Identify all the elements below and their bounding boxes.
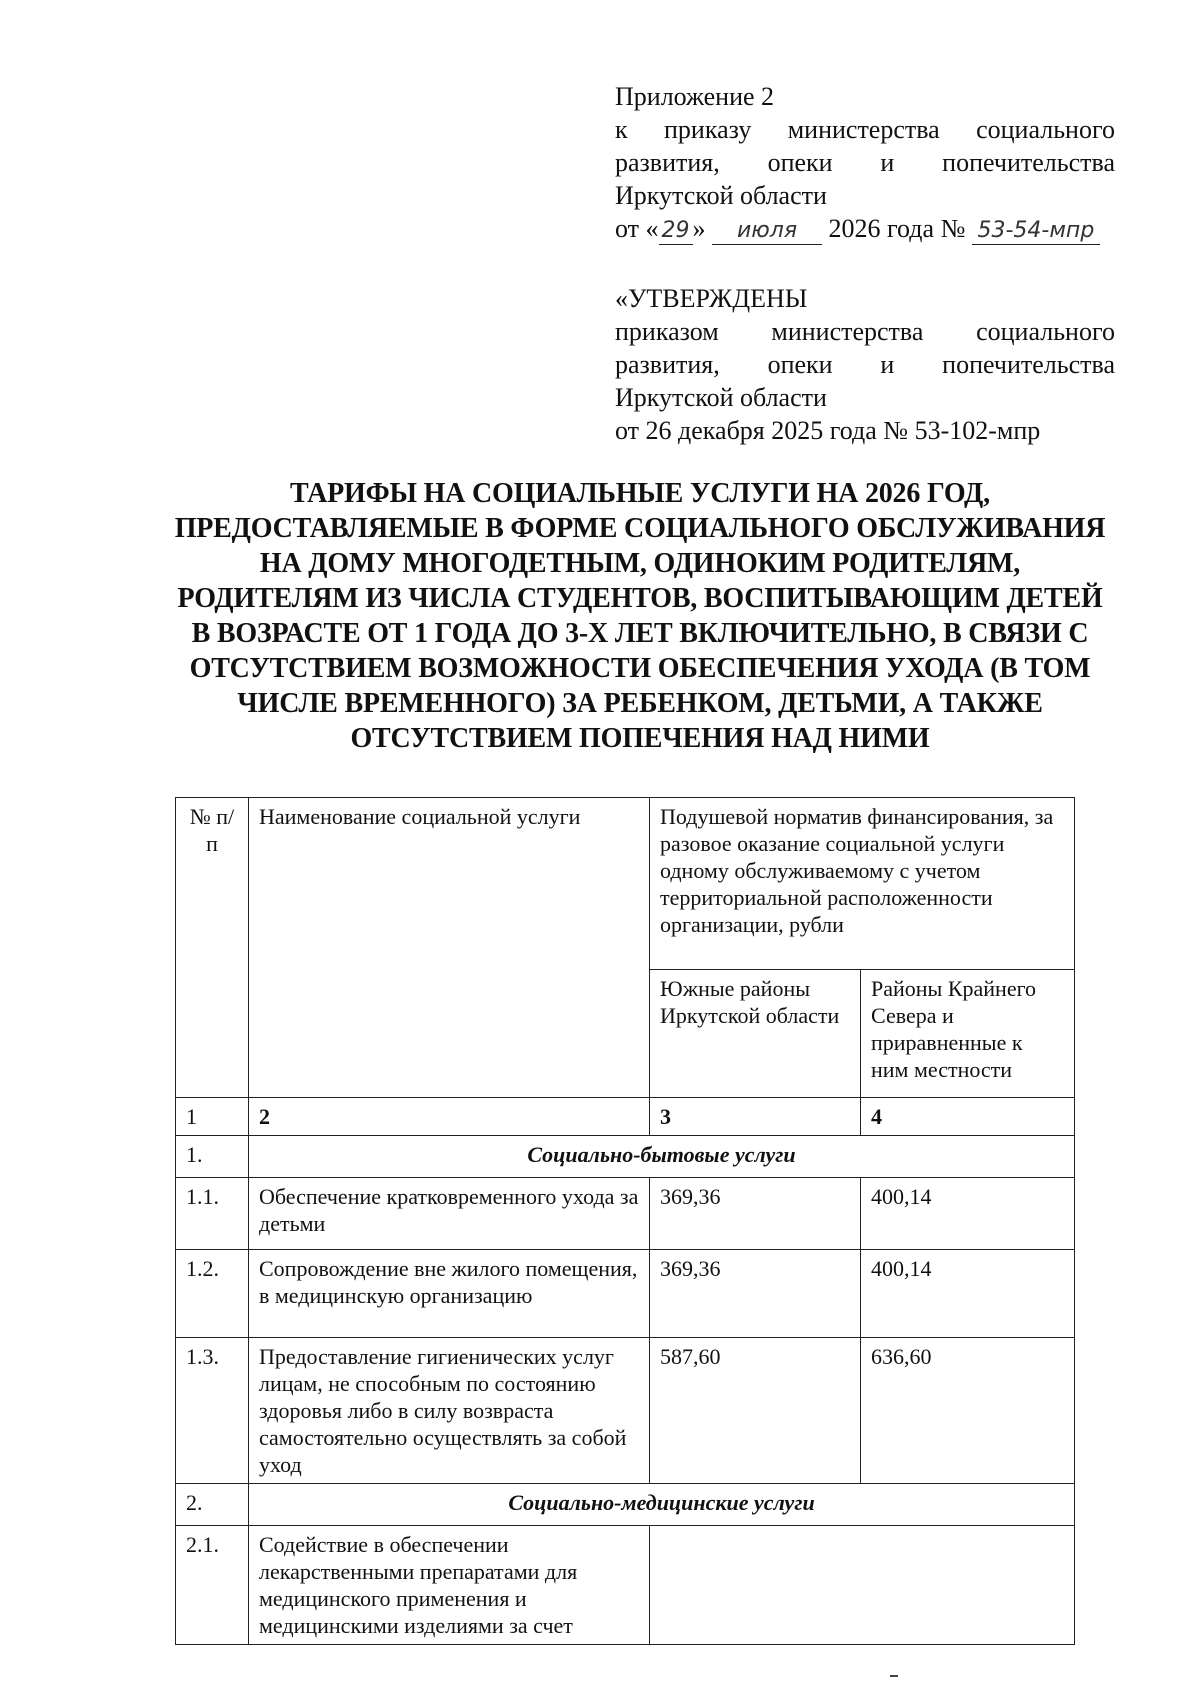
appendix-line-1: к приказу министерства социального <box>615 115 1115 144</box>
date-prefix: от « <box>615 214 659 243</box>
document-title: ТАРИФЫ НА СОЦИАЛЬНЫЕ УСЛУГИ НА 2026 ГОД, ПРЕДОСТАВЛЯЕМЫЕ В ФОРМЕ СОЦИАЛЬНОГО ОБСЛУЖИВАНИЯ НА ДОМУ МНОГОДЕТНЫМ, ОДИНОКИМ РОДИТЕЛЯМ, РОДИТЕЛЯМ ИЗ ЧИСЛА СТУДЕНТОВ, ВОСПИТЫВАЮЩИМ ДЕТЕЙ В ВОЗРАСТЕ ОТ 1 ГОДА ДО 3-Х ЛЕТ ВКЛЮЧИТЕЛЬНО, В СВЯЗИ С ОТСУТСТВИЕМ ВОЗМОЖНОСТИ ОБЕСПЕЧЕНИЯ УХОДА (В ТОМ ЧИСЛЕ ВРЕМЕННОГО) ЗА РЕБЕНКОМ, ДЕТЬМИ, А ТАКЖЕ ОТСУТСТВИЕМ ПОПЕЧЕНИЯ НАД НИМИ <box>174 478 1106 754</box>
section-title: Социально-бытовые услуги <box>249 1136 1075 1178</box>
row-north-value: 400,14 <box>861 1250 1075 1338</box>
section-row <box>176 1484 1075 1526</box>
section-title: Социально-медицинские услуги <box>249 1484 1075 1526</box>
row-num: 1.2. <box>176 1250 249 1338</box>
section-row <box>176 1136 1075 1178</box>
row-name: Содействие в обеспечении лекарственными препаратами для медицинского применения и медицинскими изделиями за счет <box>249 1526 650 1645</box>
handwritten-number: 53-54-мпр <box>972 218 1100 245</box>
appendix-line-3: Иркутской области <box>615 181 827 210</box>
col-number: 2 <box>249 1098 650 1136</box>
row-name: Обеспечение кратковременного ухода за детьми <box>249 1178 650 1250</box>
row-num: 1.1. <box>176 1178 249 1250</box>
handwritten-day: 29 <box>659 218 693 245</box>
appendix-date-line <box>615 212 1115 245</box>
col-number: 3 <box>650 1098 861 1136</box>
section-num: 1. <box>176 1136 249 1178</box>
row-north-value: 400,14 <box>861 1178 1075 1250</box>
row-south-value: 587,60 <box>650 1338 861 1484</box>
header-name: Наименование социальной услуги <box>249 798 650 1098</box>
row-north-value: 636,60 <box>861 1338 1075 1484</box>
header-row <box>176 798 1075 970</box>
table-row <box>176 1250 1075 1338</box>
date-year-text: 2026 года № <box>828 214 966 243</box>
table-row <box>176 1178 1075 1250</box>
column-numbers-row <box>176 1098 1075 1136</box>
section-num: 2. <box>176 1484 249 1526</box>
row-values-empty <box>650 1526 1075 1645</box>
row-name: Предоставление гигиенических услуг лицам, не способным по состоянию здоровья либо в силу возвраста самостоятельно осуществлять за собой уход <box>249 1338 650 1484</box>
handwritten-month: июля <box>712 218 822 245</box>
appendix-block <box>615 80 1115 245</box>
row-south-value: 369,36 <box>650 1250 861 1338</box>
header-norm: Подушевой норматив финансирования, за разовое оказание социальной услуги одному обслуживаемому с учетом территориальной расположенности организации, рубли <box>650 798 1075 970</box>
row-name: Сопровождение вне жилого помещения, в медицинскую организацию <box>249 1250 650 1338</box>
approved-line-4: от 26 декабря 2025 года № 53-102-мпр <box>615 416 1041 445</box>
approved-line-1: приказом министерства социального <box>615 317 1115 346</box>
row-num: 1.3. <box>176 1338 249 1484</box>
approved-line-2: развития, опеки и попечительства <box>615 350 1115 379</box>
appendix-title: Приложение 2 <box>615 82 775 111</box>
row-south-value: 369,36 <box>650 1178 861 1250</box>
approved-block <box>615 282 1115 447</box>
header-north: Районы Крайнего Севера и приравненные к ним местности <box>861 970 1075 1098</box>
scan-mark <box>890 1675 898 1677</box>
row-num: 2.1. <box>176 1526 249 1645</box>
header-num: № п/п <box>176 798 249 1098</box>
col-number: 4 <box>861 1098 1075 1136</box>
table-row <box>176 1526 1075 1645</box>
appendix-line-2: развития, опеки и попечительства <box>615 148 1115 177</box>
tariffs-table <box>175 797 1075 1645</box>
approved-title: «УТВЕРЖДЕНЫ <box>615 284 808 313</box>
col-number: 1 <box>176 1098 249 1136</box>
header-south: Южные районы Иркутской области <box>650 970 861 1098</box>
approved-line-3: Иркутской области <box>615 383 827 412</box>
table-row <box>176 1338 1075 1484</box>
date-day-suffix: » <box>692 214 706 243</box>
